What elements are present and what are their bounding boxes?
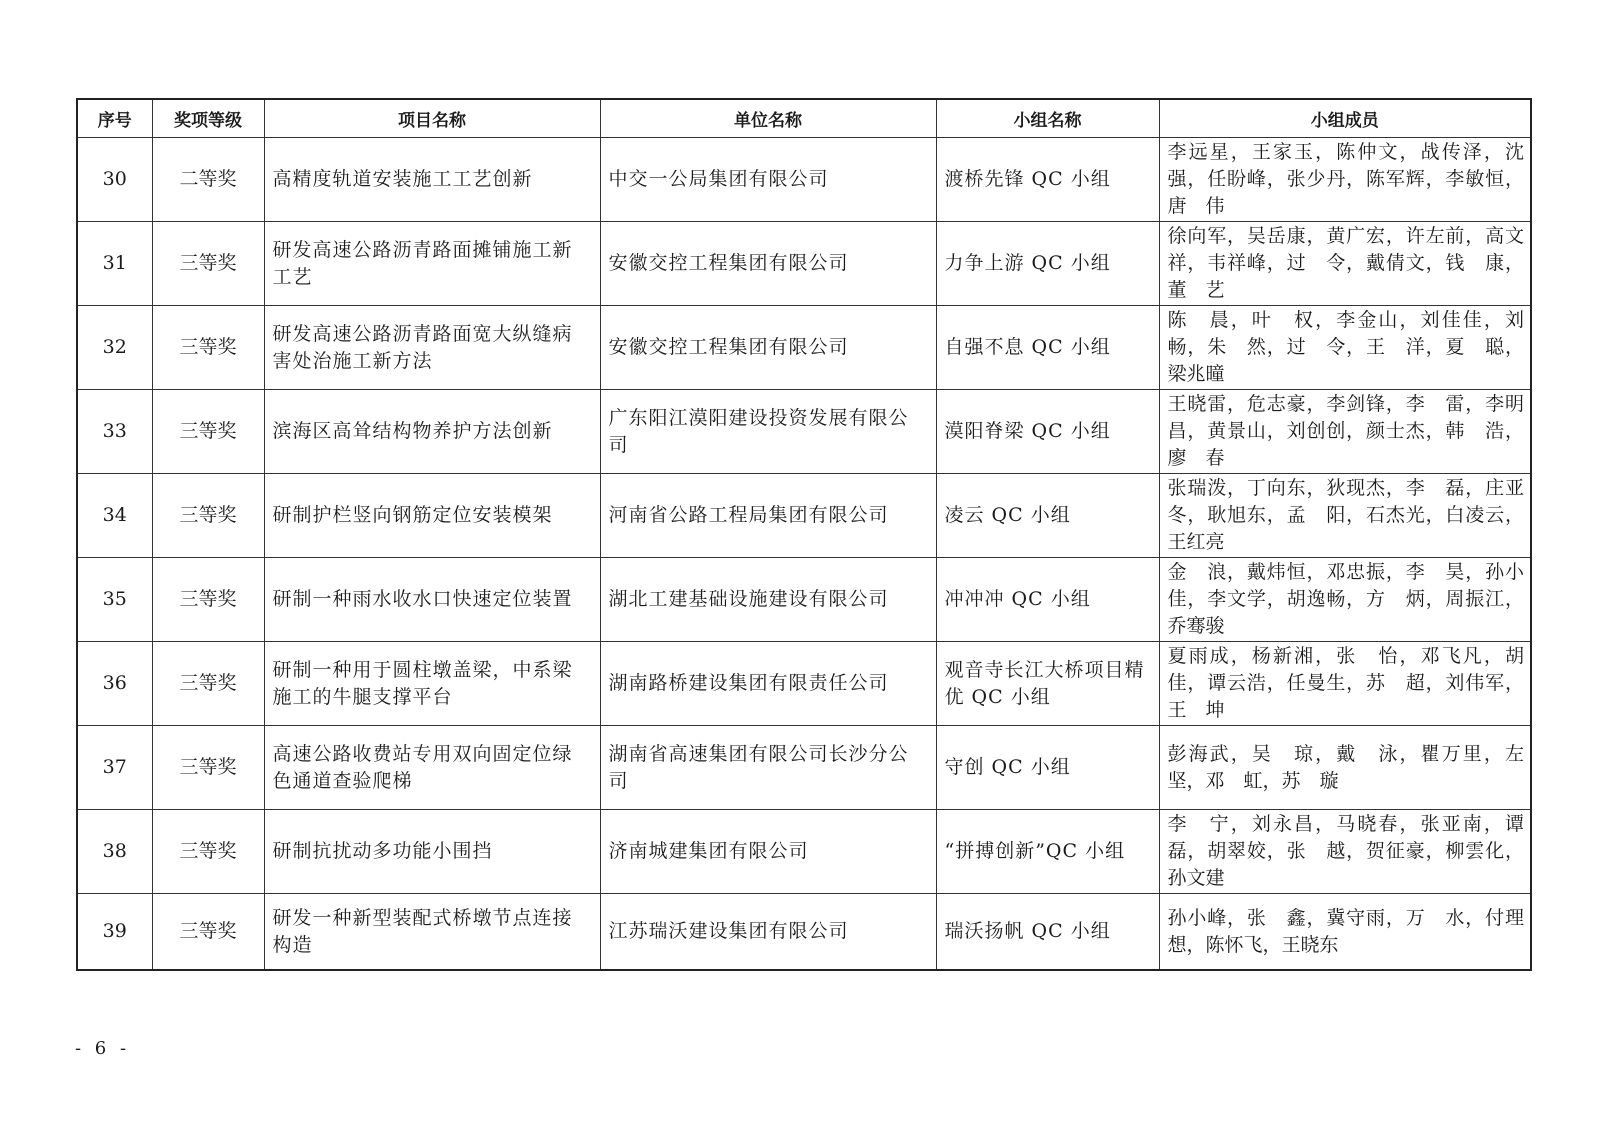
cell-project-name: 高速公路收费站专用双向固定位绿色通道查验爬梯 <box>264 726 600 810</box>
cell-award-level: 三等奖 <box>152 726 264 810</box>
cell-seq: 30 <box>77 138 152 222</box>
header-seq: 序号 <box>77 99 152 138</box>
cell-seq: 34 <box>77 474 152 558</box>
table-row <box>77 138 1531 222</box>
cell-unit-name: 江苏瑞沃建设集团有限公司 <box>600 894 936 971</box>
table-row <box>77 558 1531 642</box>
cell-group-members: 夏雨成，杨新湘，张 怡，邓飞凡，胡 佳，谭云浩，任曼生，苏 超，刘伟军，王 坤 <box>1159 642 1531 726</box>
cell-award-level: 三等奖 <box>152 810 264 894</box>
page-number: - 6 - <box>75 1038 131 1059</box>
table-row <box>77 810 1531 894</box>
cell-group-members: 金 浪，戴炜恒，邓忠振，李 昊，孙小佳，李文学，胡逸畅，方 炳，周振江，乔骞骏 <box>1159 558 1531 642</box>
header-group-members: 小组成员 <box>1159 99 1531 138</box>
cell-seq: 35 <box>77 558 152 642</box>
award-table <box>76 98 1544 971</box>
table-row <box>77 726 1531 810</box>
cell-award-level: 三等奖 <box>152 390 264 474</box>
cell-project-name: 研发高速公路沥青路面宽大纵缝病害处治施工新方法 <box>264 306 600 390</box>
table-row <box>77 222 1531 306</box>
cell-unit-name: 湖南路桥建设集团有限责任公司 <box>600 642 936 726</box>
cell-seq: 37 <box>77 726 152 810</box>
cell-group-name: 冲冲冲 QC 小组 <box>936 558 1159 642</box>
cell-group-members: 陈 晨，叶 权，李金山，刘佳佳，刘 畅，朱 然，过 令，王 洋，夏 聪，梁兆曈 <box>1159 306 1531 390</box>
cell-award-level: 三等奖 <box>152 306 264 390</box>
cell-group-members: 孙小峰，张 鑫，冀守雨，万 水，付理想，陈怀飞，王晓东 <box>1159 894 1531 971</box>
cell-group-members: 徐向军，吴岳康，黄广宏，许左前，高文祥，韦祥峰，过 令，戴倩文，钱 康，董 艺 <box>1159 222 1531 306</box>
cell-seq: 32 <box>77 306 152 390</box>
cell-unit-name: 河南省公路工程局集团有限公司 <box>600 474 936 558</box>
cell-project-name: 研发高速公路沥青路面摊铺施工新工艺 <box>264 222 600 306</box>
header-unit-name: 单位名称 <box>600 99 936 138</box>
cell-group-name: 自强不息 QC 小组 <box>936 306 1159 390</box>
table-header-row <box>77 99 1531 138</box>
cell-project-name: 研制一种用于圆柱墩盖梁，中系梁施工的牛腿支撑平台 <box>264 642 600 726</box>
cell-group-name: 观音寺长江大桥项目精优 QC 小组 <box>936 642 1159 726</box>
cell-group-name: 守创 QC 小组 <box>936 726 1159 810</box>
cell-project-name: 高精度轨道安装施工工艺创新 <box>264 138 600 222</box>
header-group-name: 小组名称 <box>936 99 1159 138</box>
cell-seq: 33 <box>77 390 152 474</box>
cell-unit-name: 广东阳江漠阳建设投资发展有限公司 <box>600 390 936 474</box>
cell-unit-name: 安徽交控工程集团有限公司 <box>600 222 936 306</box>
header-award-level: 奖项等级 <box>152 99 264 138</box>
table-row <box>77 306 1531 390</box>
cell-project-name: 研制护栏竖向钢筋定位安装模架 <box>264 474 600 558</box>
table-row <box>77 642 1531 726</box>
cell-award-level: 三等奖 <box>152 222 264 306</box>
table-row <box>77 894 1531 971</box>
cell-award-level: 二等奖 <box>152 138 264 222</box>
cell-project-name: 研制抗扰动多功能小围挡 <box>264 810 600 894</box>
cell-unit-name: 中交一公局集团有限公司 <box>600 138 936 222</box>
cell-group-members: 李远星，王家玉，陈仲文，战传泽，沈 强，任盼峰，张少丹，陈军辉，李敏恒，唐 伟 <box>1159 138 1531 222</box>
cell-award-level: 三等奖 <box>152 558 264 642</box>
table-row <box>77 390 1531 474</box>
cell-group-members: 彭海武，吴 琼，戴 泳，瞿万里，左 坚，邓 虹，苏 璇 <box>1159 726 1531 810</box>
table-row <box>77 474 1531 558</box>
cell-award-level: 三等奖 <box>152 474 264 558</box>
cell-seq: 39 <box>77 894 152 971</box>
header-project-name: 项目名称 <box>264 99 600 138</box>
cell-seq: 31 <box>77 222 152 306</box>
cell-seq: 36 <box>77 642 152 726</box>
cell-unit-name: 湖北工建基础设施建设有限公司 <box>600 558 936 642</box>
cell-project-name: 研发一种新型装配式桥墩节点连接构造 <box>264 894 600 971</box>
cell-group-members: 李 宁，刘永昌，马晓春，张亚南，谭 磊，胡翠姣，张 越，贺征豪，柳雲化，孙文建 <box>1159 810 1531 894</box>
cell-group-name: 瑞沃扬帆 QC 小组 <box>936 894 1159 971</box>
cell-group-name: 漠阳脊梁 QC 小组 <box>936 390 1159 474</box>
cell-group-members: 王晓雷，危志豪，李剑锋，李 雷，李明昌，黄景山，刘创创，颜士杰，韩 浩，廖 春 <box>1159 390 1531 474</box>
cell-project-name: 滨海区高耸结构物养护方法创新 <box>264 390 600 474</box>
cell-project-name: 研制一种雨水收水口快速定位装置 <box>264 558 600 642</box>
cell-seq: 38 <box>77 810 152 894</box>
cell-unit-name: 安徽交控工程集团有限公司 <box>600 306 936 390</box>
cell-group-name: “拼搏创新”QC 小组 <box>936 810 1159 894</box>
cell-unit-name: 济南城建集团有限公司 <box>600 810 936 894</box>
cell-award-level: 三等奖 <box>152 894 264 971</box>
cell-unit-name: 湖南省高速集团有限公司长沙分公司 <box>600 726 936 810</box>
cell-award-level: 三等奖 <box>152 642 264 726</box>
cell-group-name: 力争上游 QC 小组 <box>936 222 1159 306</box>
cell-group-name: 凌云 QC 小组 <box>936 474 1159 558</box>
cell-group-members: 张瑞泼，丁向东，狄现杰，李 磊，庄亚冬，耿旭东，孟 阳，石杰光，白凌云，王红亮 <box>1159 474 1531 558</box>
cell-group-name: 渡桥先锋 QC 小组 <box>936 138 1159 222</box>
